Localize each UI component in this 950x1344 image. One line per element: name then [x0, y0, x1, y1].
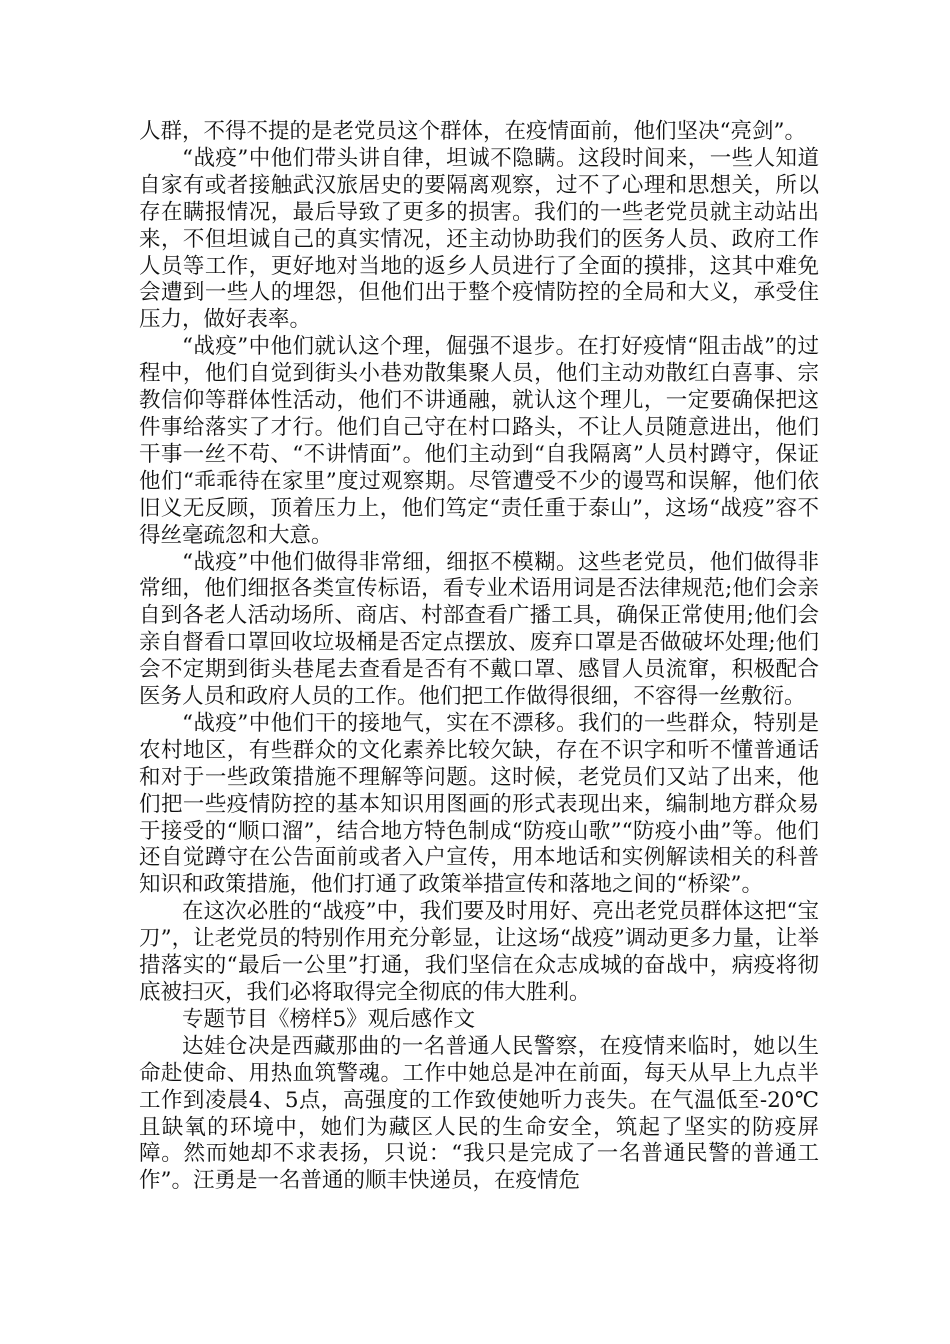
paragraph-meticulous: “战疫”中他们做得非常细，细抠不模糊。这些老党员，他们做得非常细，他们细抠各类宣传标语，看专业术语用词是否法律规范;他们会亲自到各老人活动场所、商店、村部查看广播工具，确保正常使用;他们会亲自督看口罩回收垃圾桶是否定点摆放、废弃口罩是否做破坏处理;他们会不定期到街头巷尾去查看是否有不戴口罩、感冒人员流窜，积极配合医务人员和政府人员的工作。他们把工作做得很细，不容得一丝敷衍。 — [139, 549, 819, 710]
paragraph-continuation: 人群，不得不提的是老党员这个群体，在疫情面前，他们坚决“亮剑”。 — [139, 119, 806, 144]
paragraph-conclusion: 在这次必胜的“战疫”中，我们要及时用好、亮出老党员群体这把“宝刀”，让老党员的特别作用充分彰显，让这场“战疫”调动更多力量，让举措落实的“最后一公里”打通，我们坚信在众志成城的奋战中，病疫将彻底被扫灭，我们必将取得完全彻底的伟大胜利。 — [139, 899, 819, 1005]
paragraph-essay-body: 达娃仓决是西藏那曲的一名普通人民警察，在疫情来临时，她以生命赴使命、用热血筑警魂。工作中她总是冲在前面，每天从早上九点半工作到凌晨4、5点，高强度的工作致使她听力丧失。在气温低至-20℃且缺氧的环境中，她们为藏区人民的生命安全，筑起了坚实的防疫屏障。然而她却不求表扬，只说：“我只是完成了一名普通民警的普通工作”。汪勇是一名普通的顺丰快递员，在疫情危 — [139, 1033, 819, 1194]
essay-title: 专题节目《榜样5》观后感作文 — [182, 1006, 476, 1032]
document-page — [139, 119, 819, 1195]
paragraph-down-to-earth: “战疫”中他们干的接地气，实在不漂移。我们的一些群众，特别是农村地区，有些群众的文化素养比较欠缺，存在不识字和听不懂普通话和对于一些政策措施不理解等问题。这时候，老党员们又站了出来，他们把一些疫情防控的基本知识用图画的形式表现出来，编制地方群众易于接受的“顺口溜”，结合地方特色制成“防疫山歌”“防疫小曲”等。他们还自觉蹲守在公告面前或者入户宣传，用本地话和实例解读相关的科普知识和政策措施，他们打通了政策举措宣传和落地之间的“桥梁”。 — [139, 710, 819, 898]
paragraph-self-discipline: “战疫”中他们带头讲自律，坦诚不隐瞒。这段时间来，一些人知道自家有或者接触武汉旅居史的要隔离观察，过不了心理和思想关，所以存在瞒报情况，最后导致了更多的损害。我们的一些老党员就主动站出来，不但坦诚自己的真实情况，还主动协助我们的医务人员、政府工作人员等工作，更好地对当地的返乡人员进行了全面的摸排，这其中难免会遭到一些人的埋怨，但他们出于整个疫情防控的全局和大义，承受住压力，做好表率。 — [139, 145, 819, 333]
paragraph-persistence: “战疫”中他们就认这个理，倔强不退步。在打好疫情“阻击战”的过程中，他们自觉到街头小巷劝散集聚人员，他们主动劝散红白喜事、宗教信仰等群体性活动，他们不讲通融，就认这个理儿，一定要确保把这件事给落实了才行。他们自己守在村口路头，不让人员随意进出，他们干事一丝不苟、“不讲情面”。他们主动到“自我隔离”人员村蹲守，保证他们“乖乖待在家里”度过观察期。尽管遭受不少的谩骂和误解，他们依旧义无反顾，顶着压力上，他们笃定“责任重于泰山”，这场“战疫”容不得丝毫疏忽和大意。 — [139, 334, 819, 548]
